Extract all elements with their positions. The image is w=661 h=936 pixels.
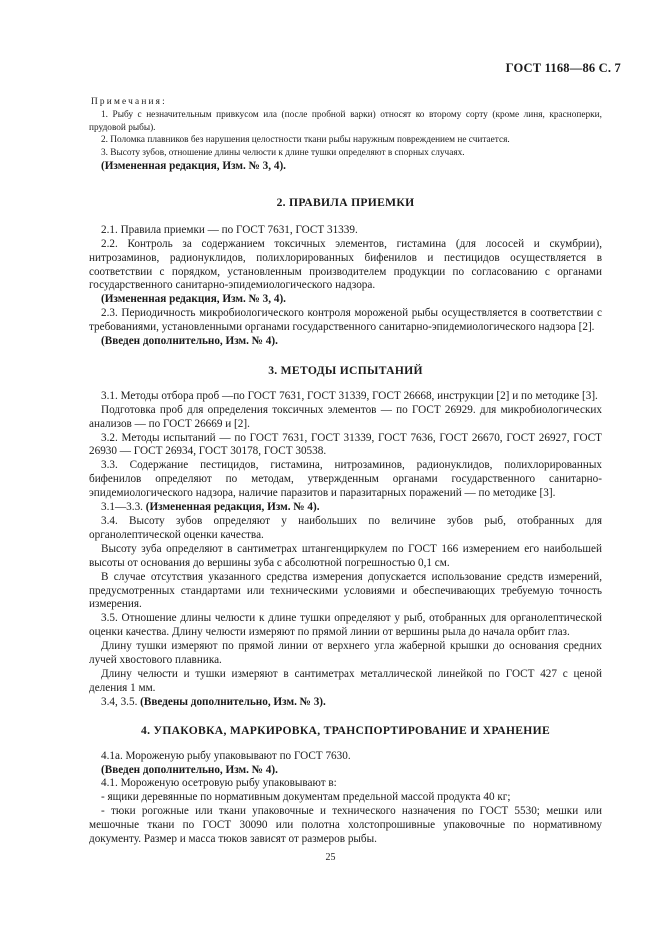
paragraph: Длину тушки измеряют по прямой линии от верхнего угла жаберной крышки до основания средних лучей хвостового плавника.	[89, 640, 602, 667]
paragraph: 3.5. Отношение длины челюсти к длине тушки определяют у рыб, отобранных для органолептической оценки качества. Длину челюсти измеряют по прямой линии от вершины рыла до начала орбит глаз.	[89, 612, 602, 639]
amendment-prefix: 3.4, 3.5.	[101, 695, 138, 708]
paragraph: Высоту зуба определяют в сантиметрах штангенциркулем по ГОСТ 166 измерением его наибольшей высоты от основания до вершины зуба с абсолютной погрешностью 0,1 см.	[89, 542, 602, 569]
section-title-3: 3. МЕТОДЫ ИСПЫТАНИЙ	[268, 363, 423, 377]
amendment-note: (Введен дополнительно, Изм. № 4).	[101, 335, 278, 348]
document-body	[89, 160, 602, 847]
paragraph: Длину челюсти и тушки измеряют в сантиметрах металлической линейкой по ГОСТ 427 с ценой деления 1 мм.	[89, 667, 602, 694]
paragraph: 2.2. Контроль за содержанием токсичных элементов, гистамина (для лососей и скумбрии), нитрозаминов, радионуклидов, полихлорированных бифенилов и пестицидов осуществляется в соответствии с порядком, установленным производителем продукции по согласованию с органами государственного санитарно-эпидемиологического надзора.	[89, 237, 602, 292]
page-content	[89, 96, 602, 847]
amendment-note: (Измененная редакция, Изм. № 4).	[145, 501, 320, 514]
paragraph: 2.3. Периодичность микробиологического контроля мороженой рыбы осуществляется в соответствии с требованиями, установленными органами государственного санитарно-эпидемиологического надзора [2].	[89, 307, 602, 334]
amendment-line	[89, 696, 602, 710]
paragraph: 4.1. Мороженую осетровую рыбу упаковывают в:	[101, 777, 337, 790]
note-item: 1. Рыбу с незначительным привкусом ила (после пробной варки) относят ко второму сорту (кроме линя, красноперки, прудовой рыбы).	[89, 109, 602, 133]
paragraph: 3.2. Методы испытаний — по ГОСТ 7631, ГОСТ 31339, ГОСТ 7636, ГОСТ 26670, ГОСТ 26927, ГОСТ 26930 — ГОСТ 26934, ГОСТ 30178, ГОСТ 30538.	[89, 431, 602, 458]
section-title-2: 2. ПРАВИЛА ПРИЕМКИ	[276, 195, 415, 209]
page-number: 25	[325, 852, 336, 863]
amendment-note: (Введен дополнительно, Изм. № 4).	[101, 763, 278, 776]
page-header: ГОСТ 1168—86 С. 7	[505, 61, 621, 75]
paragraph: В случае отсутствия указанного средства измерения допускается использование средств измерений, предусмотренных стандартами или техническими условиями и обеспечивающих требуемую точность измерения.	[89, 570, 602, 611]
paragraph: Подготовка проб для определения токсичных элементов — по ГОСТ 26929. для микробиологических анализов — по ГОСТ 26669 и [2].	[89, 403, 602, 430]
amendment-note: (Введены дополнительно, Изм. № 3).	[140, 695, 326, 708]
amendment-note: (Измененная редакция, Изм. № 3, 4).	[101, 159, 286, 172]
note-item: 3. Высоту зубов, отношение длины челюсти к длине тушки определяют в спорных случаях.	[101, 148, 465, 159]
notes-title: Примечания:	[91, 97, 167, 107]
paragraph: 2.1. Правила приемки — по ГОСТ 7631, ГОСТ 31339.	[101, 223, 358, 236]
amendment-note: (Измененная редакция, Изм. № 3, 4).	[101, 293, 286, 306]
list-item: - тюки рогожные или ткани упаковочные и технического назначения по ГОСТ 5530; мешки или мешочные ткани по ГОСТ 30090 или полотна холстопрошивные упаковочные по нормативному документу. Размер и масса тюков зависят от размеров рыбы.	[89, 805, 602, 846]
section-title-4: 4. УПАКОВКА, МАРКИРОВКА, ТРАНСПОРТИРОВАНИЕ И ХРАНЕНИЕ	[141, 723, 550, 737]
paragraph: 3.3. Содержание пестицидов, гистамина, нитрозаминов, радионуклидов, полихлорированных бифенилов определяют по методам, утвержденным органами государственного санитарно-эпидемиологического надзора, наличие паразитов и паразитарных поражений — по методике [3].	[89, 459, 602, 500]
note-item: 2. Поломка плавников без нарушения целостности ткани рыбы наружным повреждением не считается.	[101, 135, 510, 146]
paragraph: 3.1. Методы отбора проб —по ГОСТ 7631, ГОСТ 31339, ГОСТ 26668, инструкции [2] и по методике [3].	[101, 389, 598, 402]
paragraph: 3.4. Высоту зубов определяют у наибольших по величине зубов рыб, отобранных для органолептической оценки качества.	[89, 515, 602, 541]
amendment-line	[89, 501, 602, 515]
amendment-prefix: 3.1—3.3.	[101, 501, 143, 514]
notes-block	[89, 96, 602, 160]
paragraph: 4.1а. Мороженую рыбу упаковывают по ГОСТ 7630.	[101, 749, 351, 762]
list-item: - ящики деревянные по нормативным документам предельной массой продукта 40 кг;	[101, 791, 511, 804]
